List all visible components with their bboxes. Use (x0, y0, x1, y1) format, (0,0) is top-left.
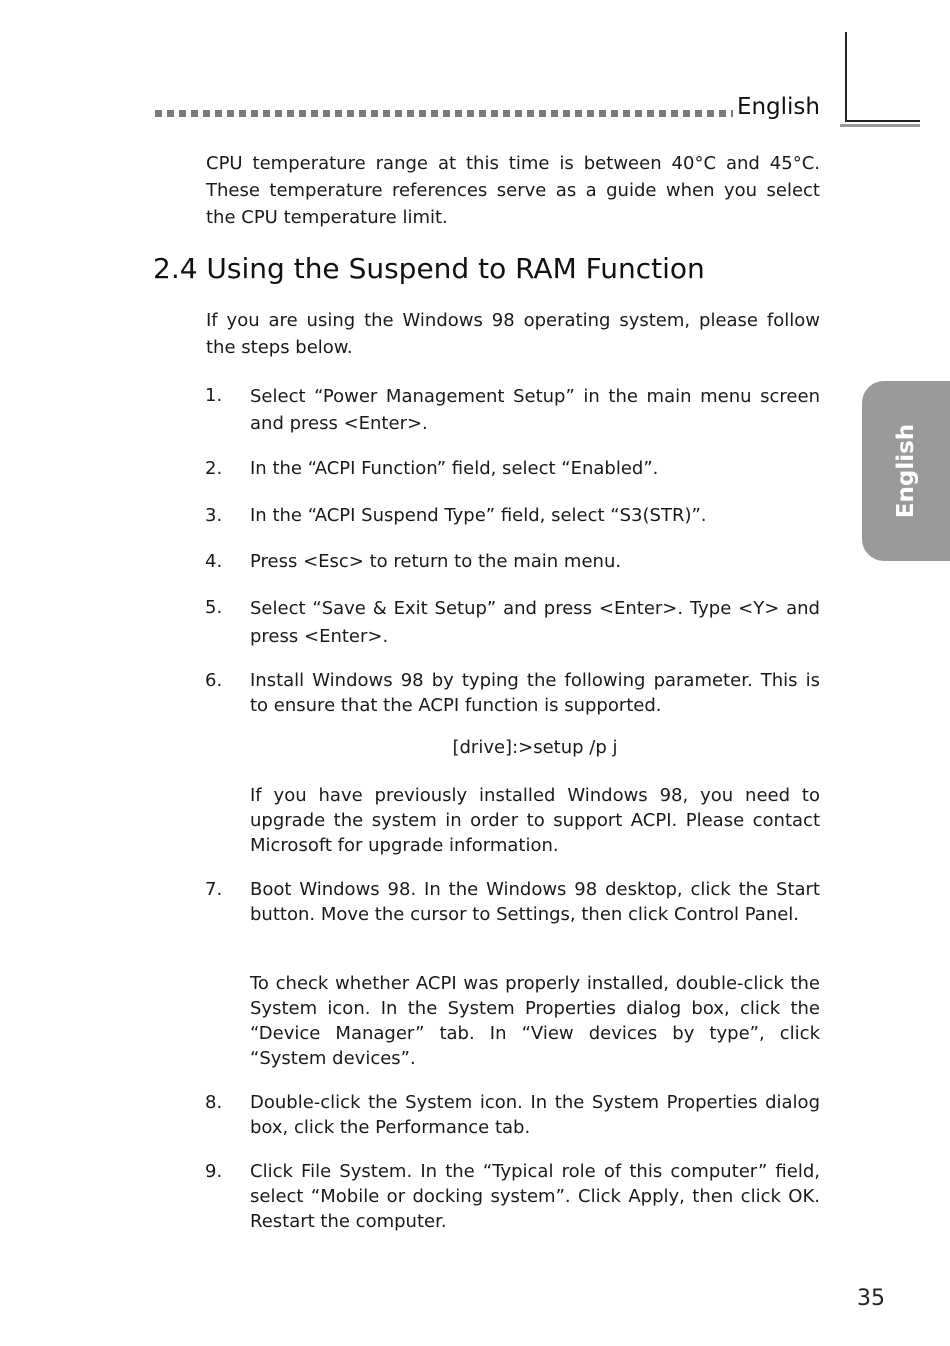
step-note: If you have previously installed Windows 98, you need to upgrade the system in order to support ACPI. Please contact Microsoft for upgrade information. (250, 785, 820, 856)
corner-mark-vertical (845, 32, 847, 122)
step-number: 3. (205, 505, 223, 526)
intro-paragraph: CPU temperature range at this time is between 40°C and 45°C. These temperature references serve as a guide when you select the CPU temperature limit. (206, 153, 820, 228)
step-number: 6. (205, 670, 223, 691)
lead-paragraph: If you are using the Windows 98 operating system, please follow the steps below. (206, 310, 820, 358)
corner-mark-shadow (840, 124, 920, 127)
step-number: 9. (205, 1161, 223, 1182)
header-dotted-rule (155, 110, 733, 117)
step-number: 8. (205, 1092, 223, 1113)
corner-mark-horizontal (845, 120, 920, 122)
step-text: In the “ACPI Suspend Type” field, select “S3(STR)”. (250, 505, 707, 526)
step-number: 4. (205, 551, 223, 572)
step-number: 7. (205, 879, 223, 900)
step-text: Boot Windows 98. In the Windows 98 desktop, click the Start button. Move the cursor to Settings, then click Control Panel. (250, 879, 820, 925)
step-text: Select “Save & Exit Setup” and press <Enter>. Type <Y> and press <Enter>. (250, 598, 820, 647)
step-number: 1. (205, 385, 223, 406)
page-number: 35 (857, 1286, 885, 1311)
header-language-label: English (736, 94, 820, 120)
step-number: 5. (205, 597, 223, 618)
side-language-tab (862, 381, 950, 561)
step-text: Double-click the System icon. In the System Properties dialog box, click the Performance tab. (250, 1092, 820, 1138)
section-title: 2.4 Using the Suspend to RAM Function (153, 252, 705, 285)
side-tab-label: English (893, 423, 919, 519)
step-text: In the “ACPI Function” field, select “Enabled”. (250, 458, 659, 479)
setup-command: [drive]:>setup /p j (452, 737, 618, 758)
step-text: Install Windows 98 by typing the following parameter. This is to ensure that the ACPI function is supported. (250, 670, 820, 716)
step-text: Select “Power Management Setup” in the main menu screen and press <Enter>. (250, 386, 820, 434)
step-text: Press <Esc> to return to the main menu. (250, 551, 622, 572)
step-number: 2. (205, 458, 223, 479)
step-text: Click File System. In the “Typical role of this computer” field, select “Mobile or docking system”. Click Apply, then click OK. Restart the computer. (250, 1161, 820, 1232)
step-note: To check whether ACPI was properly installed, double-click the System icon. In the System Properties dialog box, click the “Device Manager” tab. In “View devices by type”, click “System devices”. (250, 973, 820, 1069)
